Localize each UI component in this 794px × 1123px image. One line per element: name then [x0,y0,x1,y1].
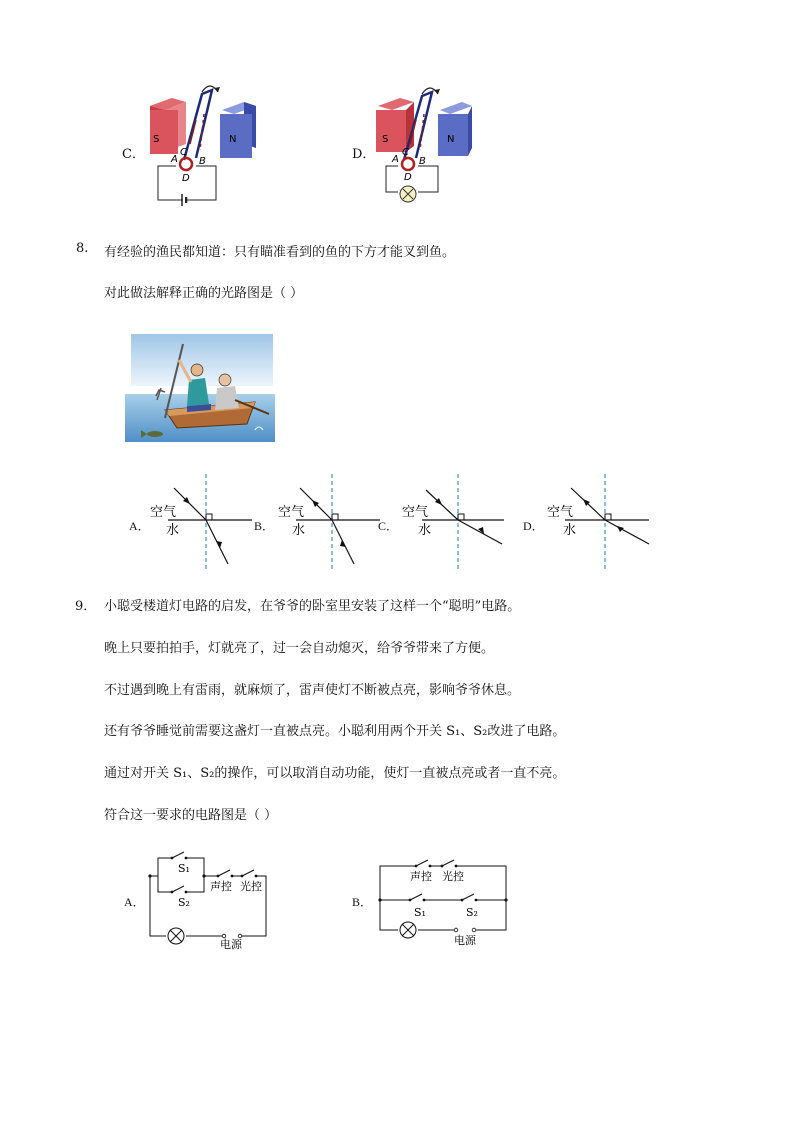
q7d-point-a: A [392,154,399,165]
q8c-air: 空气 [402,505,429,520]
q7d-magnet-n: N [447,134,455,145]
q8b-air: 空气 [278,505,305,520]
q9b-s2: S₂ [466,906,478,919]
q9b-sound: 声控 [410,870,432,883]
q7d-point-d: D [404,172,412,183]
q7-option-d-label: D． [352,147,376,162]
q9-circuit-a [146,850,276,950]
q9-option-b-label: B． [352,895,373,909]
q9a-sound: 声控 [210,880,232,893]
q9-option-a-label: A． [124,895,145,909]
q9-line3: 不过遇到晚上有雷雨，就麻烦了，雷声使灯不断被点亮，影响爷爷休息。 [104,683,521,698]
q7-option-c-diagram [140,84,280,206]
q7c-point-c: C [180,147,187,158]
q8a-air: 空气 [150,505,177,520]
q8-option-d-label: D． [523,519,544,533]
q9-line4: 还有爷爷睡觉前需要这盏灯一直被点亮。小聪利用两个开关 S₁、S₂改进了电路。 [104,724,566,739]
q7c-point-d: D [182,173,190,184]
q9a-power: 电源 [220,938,242,951]
q7d-magnet-s: S [382,134,389,145]
q8-option-a-label: A． [129,519,150,533]
q8-lightpath-d [545,474,655,574]
q8-lightpath-a [148,474,258,574]
q8-option-b-label: B． [254,519,275,533]
q7-option-d-diagram [368,84,508,206]
q7d-point-b: B [419,156,426,167]
q7-option-c-label: C． [122,147,145,162]
q8-number: 8. [76,241,89,256]
q9-circuit-b [376,850,516,950]
q9-line5: 通过对开关 S₁、S₂的操作，可以取消自动功能，使灯一直被点亮或者一直不亮。 [104,766,566,781]
q7c-point-b: B [199,156,206,167]
q9b-s1: S₁ [414,906,426,919]
q9b-light: 光控 [442,870,464,883]
q8c-water: 水 [418,523,432,538]
q8-lightpath-b [276,474,386,574]
q8-option-c-label: C． [378,519,399,533]
q7c-magnet-s: S [153,134,160,145]
q9a-s1: S₁ [178,862,190,875]
q8-lightpath-c [400,474,510,574]
q9a-s2: S₂ [178,896,190,909]
q8-line1: 有经验的渔民都知道：只有瞄准看到的鱼的下方才能叉到鱼。 [104,245,456,260]
q8b-water: 水 [292,523,306,538]
fisherman-illustration [125,330,275,442]
q8d-water: 水 [563,523,577,538]
q9-line6: 符合这一要求的电路图是（ ） [104,808,278,823]
q8-line2: 对此做法解释正确的光路图是（ ） [104,286,304,301]
q7c-point-a: A [171,154,178,165]
q7c-magnet-n: N [229,134,237,145]
q9b-power: 电源 [454,934,476,947]
q9a-light: 光控 [240,880,262,893]
q8a-water: 水 [166,523,180,538]
q7d-point-c: C [402,147,409,158]
q9-line1: 小聪受楼道灯电路的启发，在爷爷的卧室里安装了这样一个“聪明”电路。 [104,599,521,614]
q9-number: 9． [75,599,97,614]
q9-line2: 晚上只要拍拍手，灯就亮了，过一会自动熄灭，给爷爷带来了方便。 [104,641,495,656]
q8d-air: 空气 [547,505,574,520]
